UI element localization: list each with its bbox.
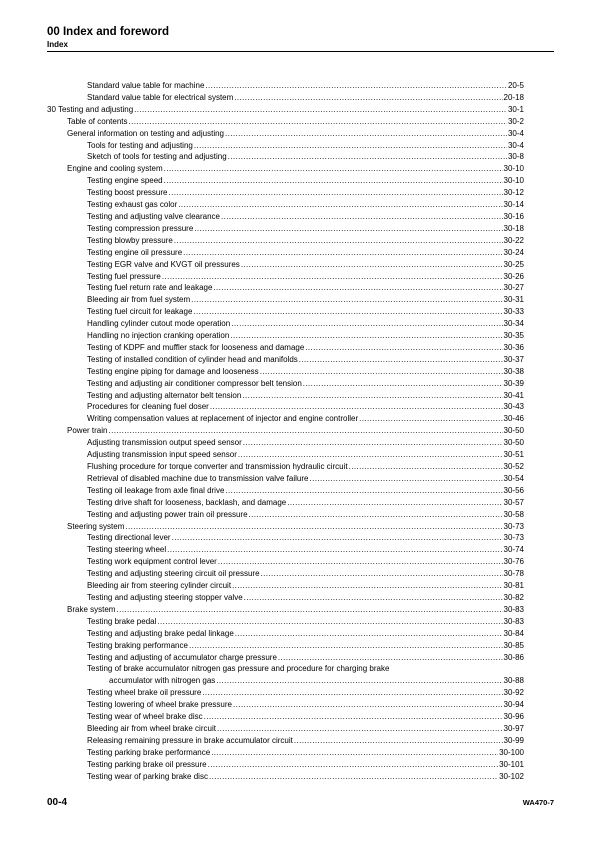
toc-entry-text: Testing lowering of wheel brake pressure: [87, 700, 232, 710]
toc-dot-leader: [238, 449, 503, 461]
toc-dot-leader: [172, 532, 503, 544]
toc-dot-leader: [202, 687, 502, 699]
toc-entry-page: 30-100: [499, 747, 524, 757]
footer-model: WA470-7: [522, 798, 554, 807]
toc-entry-text: Retrieval of disabled machine due to transmission valve failure: [87, 473, 309, 483]
toc-entry[interactable]: [47, 628, 524, 640]
toc-dot-leader: [232, 580, 502, 592]
header-divider: [47, 51, 554, 52]
toc-dot-leader: [134, 104, 507, 116]
toc-entry-text: Testing and adjusting steering stopper valve: [87, 592, 243, 602]
toc-entry-page: 30-74: [503, 545, 524, 555]
toc-entry-page: 30-101: [499, 759, 524, 769]
toc-entry-page: 30-43: [503, 402, 524, 412]
toc-entry-text: Testing of installed condition of cylinder head and manifolds: [87, 354, 298, 364]
toc-entry-text: Testing compression pressure: [87, 223, 194, 233]
toc-entry-text: Brake system: [67, 604, 116, 614]
toc-dot-leader: [169, 187, 503, 199]
toc-entry-text: Testing engine piping for damage and looseness: [87, 366, 259, 376]
toc-entry-text: Testing fuel circuit for leakage: [87, 307, 193, 317]
toc-dot-leader: [128, 116, 507, 128]
toc-entry[interactable]: [47, 306, 524, 318]
toc-entry-text: Testing work equipment control lever: [87, 557, 217, 567]
toc-dot-leader: [303, 378, 503, 390]
toc-dot-leader: [241, 259, 503, 271]
toc-entry-text: Testing wear of parking brake disc: [87, 771, 208, 781]
toc-entry-page: 30-46: [503, 414, 524, 424]
toc-dot-leader: [193, 306, 502, 318]
toc-entry-text: Standard value table for electrical system: [87, 92, 234, 102]
toc-entry-text-line2: accumulator with nitrogen gas: [109, 676, 216, 686]
toc-entry[interactable]: [47, 449, 524, 461]
toc-entry[interactable]: [47, 116, 524, 128]
toc-entry[interactable]: [47, 187, 524, 199]
toc-entry-page: 20-18: [503, 92, 524, 102]
toc-entry[interactable]: [47, 771, 524, 783]
toc-dot-leader: [209, 771, 498, 783]
toc-entry-page: 30-56: [503, 485, 524, 495]
toc-entry-text: Testing braking performance: [87, 640, 188, 650]
toc-entry-page: 30-4: [507, 128, 524, 138]
toc-entry[interactable]: [47, 140, 524, 152]
toc-entry-page: 20-5: [507, 81, 524, 90]
toc-entry-page: 30-57: [503, 497, 524, 507]
toc-entry[interactable]: [47, 271, 524, 283]
toc-entry[interactable]: [47, 330, 524, 342]
toc-entry[interactable]: [47, 544, 524, 556]
toc-entry[interactable]: [47, 616, 524, 628]
toc-dot-leader: [211, 747, 498, 759]
toc-entry-text: Testing and adjusting air conditioner compressor belt tension: [87, 378, 302, 388]
toc-entry[interactable]: [47, 485, 524, 497]
toc-dot-leader: [233, 699, 503, 711]
toc-entry-page: 30-92: [503, 688, 524, 698]
toc-entry-text: Flushing procedure for torque converter and transmission hydraulic circuit: [87, 462, 348, 471]
toc-entry-text: Testing and adjusting power train oil pressure: [87, 509, 248, 519]
toc-after-list: [47, 687, 524, 782]
toc-entry-text: Testing oil leakage from axle final drive: [87, 485, 225, 495]
toc-entry-page: 30-10: [503, 176, 524, 186]
toc-dot-leader: [349, 461, 503, 473]
toc-entry-text: Testing wheel brake oil pressure: [87, 688, 202, 698]
toc-entry[interactable]: [47, 735, 524, 747]
toc-entry-page: 30-26: [503, 271, 524, 281]
toc-dot-leader: [183, 247, 502, 259]
toc-dot-leader: [249, 509, 503, 521]
toc-dot-leader: [242, 390, 502, 402]
toc-entry-page: 30-88: [503, 676, 524, 686]
toc-dot-leader: [243, 437, 503, 449]
toc-entry-page: 30-35: [503, 331, 524, 341]
toc-entry[interactable]: [47, 461, 524, 473]
toc-entry-page: 30-16: [503, 211, 524, 221]
toc-entry-text: Sketch of tools for testing and adjusting: [87, 152, 227, 162]
toc-entry[interactable]: [47, 342, 524, 354]
toc-entry[interactable]: [47, 151, 524, 163]
toc-entry-text: Testing and adjusting brake pedal linkage: [87, 628, 234, 638]
toc-entry[interactable]: [47, 509, 524, 521]
toc-dot-leader: [260, 366, 503, 378]
toc-entry-text: Engine and cooling system: [67, 164, 163, 174]
toc-dot-leader: [305, 342, 502, 354]
toc-entry-page: 30-38: [503, 366, 524, 376]
toc-entry-page: 30-73: [503, 533, 524, 543]
toc-entry-page: 30-58: [503, 509, 524, 519]
toc-entry[interactable]: [47, 259, 524, 271]
toc-entry-text: Releasing remaining pressure in brake accumulator circuit: [87, 735, 293, 745]
toc-entry-page: 30-25: [503, 259, 524, 269]
toc-entry-text: Testing and adjusting steering circuit oil pressure: [87, 569, 260, 579]
table-of-contents: [47, 80, 524, 782]
toc-dot-leader: [164, 163, 503, 175]
toc-dot-leader: [225, 485, 502, 497]
toc-entry-text-line1: Testing of brake accumulator nitrogen gas pressure and procedure for charging brake: [87, 664, 390, 674]
toc-entry-page: 30-51: [503, 450, 524, 460]
toc-entry-page: 30-8: [507, 152, 524, 162]
toc-entry[interactable]: [47, 437, 524, 449]
toc-entry-line2: [87, 675, 524, 687]
toc-entry-text: Testing engine speed: [87, 176, 163, 186]
toc-entry-text: Testing drive shaft for looseness, backlash, and damage: [87, 497, 287, 507]
toc-entry-text: 30 Testing and adjusting: [47, 104, 134, 114]
toc-entry[interactable]: [47, 366, 524, 378]
toc-entry-text: Procedures for cleaning fuel doser: [87, 402, 209, 412]
toc-dot-leader: [174, 235, 503, 247]
toc-entry-page: 30-83: [503, 616, 524, 626]
toc-entry[interactable]: [47, 104, 524, 116]
toc-entry-page: 30-94: [503, 700, 524, 710]
toc-dot-leader: [194, 223, 502, 235]
toc-dot-leader: [191, 294, 502, 306]
toc-dot-leader: [309, 473, 502, 485]
toc-entry-text: Testing parking brake performance: [87, 747, 211, 757]
toc-entry-page: 30-33: [503, 307, 524, 317]
toc-dot-leader: [359, 413, 502, 425]
toc-entry[interactable]: [47, 699, 524, 711]
toc-dot-leader: [157, 616, 502, 628]
toc-entry-page: 30-22: [503, 235, 524, 245]
toc-entry-page: 30-18: [503, 223, 524, 233]
toc-entry[interactable]: [47, 497, 524, 509]
toc-dot-leader: [204, 711, 503, 723]
toc-entry-page: 30-36: [503, 342, 524, 352]
toc-dot-leader: [178, 199, 502, 211]
toc-entry-page: 30-73: [503, 521, 524, 531]
toc-dot-leader: [230, 330, 502, 342]
toc-entry-text: Testing and adjusting valve clearance: [87, 211, 220, 221]
toc-entry[interactable]: [47, 163, 524, 175]
toc-entry-page: 30-4: [507, 140, 524, 150]
toc-dot-leader: [162, 271, 503, 283]
toc-entry-text: Testing blowby pressure: [87, 235, 173, 245]
toc-entry-text: Standard value table for machine: [87, 81, 205, 90]
toc-dot-leader: [234, 92, 502, 104]
toc-dot-leader: [125, 521, 502, 533]
toc-entry[interactable]: [47, 80, 524, 92]
toc-entry-text: Adjusting transmission input speed sensor: [87, 450, 237, 460]
toc-entry-text: Bleeding air from fuel system: [87, 295, 191, 305]
toc-entry[interactable]: [47, 378, 524, 390]
toc-entry-text: Testing and adjusting alternator belt tension: [87, 390, 242, 400]
toc-dot-leader: [218, 556, 503, 568]
toc-entry-page: 30-76: [503, 557, 524, 567]
toc-dot-leader: [287, 497, 502, 509]
toc-entry-text: Testing wear of wheel brake disc: [87, 712, 203, 722]
toc-dot-leader: [194, 140, 507, 152]
toc-entry[interactable]: [47, 532, 524, 544]
toc-dot-leader: [189, 640, 503, 652]
toc-dot-leader: [167, 544, 502, 556]
toc-entry-text: Handling no injection cranking operation: [87, 331, 230, 341]
toc-entry[interactable]: [47, 92, 524, 104]
toc-entry-page: 30-12: [503, 188, 524, 198]
footer-page-number: 00-4: [47, 797, 68, 808]
toc-entry-text: Testing fuel pressure: [87, 271, 161, 281]
toc-dot-leader: [108, 425, 502, 437]
toc-dot-leader: [116, 604, 502, 616]
toc-entry-text: Handling cylinder cutout mode operation: [87, 319, 231, 329]
toc-entry-page: 30-78: [503, 569, 524, 579]
toc-entry[interactable]: [47, 413, 524, 425]
toc-entry-page: 30-1: [507, 104, 524, 114]
toc-entry[interactable]: [47, 354, 524, 366]
toc-entry-page: 30-83: [503, 604, 524, 614]
toc-dot-leader: [261, 568, 503, 580]
toc-entry-text: Testing of KDPF and muffler stack for looseness and damage: [87, 342, 305, 352]
toc-entry-page: 30-10: [503, 164, 524, 174]
toc-entry[interactable]: [47, 235, 524, 247]
toc-entry-text: Bleeding air from wheel brake circuit: [87, 723, 216, 733]
toc-entry[interactable]: [47, 211, 524, 223]
toc-entry-text: Tools for testing and adjusting: [87, 140, 193, 150]
page-title: 00 Index and foreword: [47, 26, 170, 38]
toc-entry[interactable]: [47, 318, 524, 330]
toc-entry-text: Testing boost pressure: [87, 188, 168, 198]
toc-entry-text: Bleeding air from steering cylinder circuit: [87, 581, 232, 591]
toc-entry[interactable]: [47, 175, 524, 187]
toc-entry-page: 30-54: [503, 473, 524, 483]
toc-main-list: [47, 80, 524, 663]
toc-entry-text: Testing brake pedal: [87, 616, 157, 626]
toc-dot-leader: [225, 128, 507, 140]
toc-entry-text: Testing steering wheel: [87, 545, 167, 555]
toc-entry[interactable]: [47, 652, 524, 664]
toc-entry-text: Table of contents: [67, 116, 128, 126]
toc-entry-text: Adjusting transmission output speed sensor: [87, 438, 242, 448]
toc-dot-leader: [244, 592, 503, 604]
toc-entry[interactable]: [47, 294, 524, 306]
toc-entry-page: 30-82: [503, 592, 524, 602]
toc-entry-page: 30-31: [503, 295, 524, 305]
toc-entry-text: Testing fuel return rate and leakage: [87, 283, 213, 293]
toc-entry[interactable]: [47, 473, 524, 485]
toc-dot-leader: [210, 401, 503, 413]
toc-entry[interactable]: [47, 747, 524, 759]
toc-entry[interactable]: [47, 282, 524, 294]
toc-entry-page: 30-85: [503, 640, 524, 650]
toc-entry-text: Testing directional lever: [87, 533, 171, 543]
toc-dot-leader: [213, 282, 502, 294]
toc-entry-text: Writing compensation values at replacement of injector and engine controller: [87, 414, 359, 424]
toc-entry-page: 30-27: [503, 283, 524, 293]
toc-entry-page: 30-41: [503, 390, 524, 400]
toc-dot-leader: [228, 151, 507, 163]
toc-entry-text: Testing and adjusting of accumulator charge pressure: [87, 652, 277, 662]
toc-entry[interactable]: [47, 247, 524, 259]
toc-entry-page: 30-50: [503, 438, 524, 448]
toc-dot-leader: [278, 652, 503, 664]
toc-entry[interactable]: [47, 556, 524, 568]
toc-entry-page: 30-34: [503, 319, 524, 329]
toc-entry-page: 30-37: [503, 354, 524, 364]
toc-dot-leader: [205, 80, 507, 92]
toc-entry-text: Testing exhaust gas color: [87, 200, 178, 210]
toc-entry-page: 30-52: [503, 462, 524, 471]
toc-entry-wrapped[interactable]: [47, 663, 524, 687]
toc-entry-text: General information on testing and adjusting: [67, 128, 224, 138]
toc-entry-text: Power train: [67, 426, 108, 436]
toc-entry[interactable]: [47, 640, 524, 652]
toc-entry-text: Steering system: [67, 521, 125, 531]
toc-entry-page: 30-81: [503, 581, 524, 591]
toc-entry[interactable]: [47, 687, 524, 699]
toc-entry-text: Testing EGR valve and KVGT oil pressures: [87, 259, 240, 269]
toc-entry[interactable]: [47, 390, 524, 402]
toc-dot-leader: [217, 723, 503, 735]
toc-entry[interactable]: [47, 711, 524, 723]
toc-entry-text: Testing parking brake oil pressure: [87, 759, 207, 769]
toc-dot-leader: [231, 318, 502, 330]
toc-entry-page: 30-24: [503, 247, 524, 257]
toc-entry-page: 30-50: [503, 426, 524, 436]
toc-entry[interactable]: [47, 425, 524, 437]
toc-entry[interactable]: [47, 592, 524, 604]
page-subtitle: Index: [47, 40, 68, 49]
toc-entry[interactable]: [47, 128, 524, 140]
toc-entry-page: 30-99: [503, 735, 524, 745]
toc-dot-leader: [164, 175, 503, 187]
toc-entry-text: Testing engine oil pressure: [87, 247, 183, 257]
toc-entry[interactable]: [47, 199, 524, 211]
toc-dot-leader: [294, 735, 503, 747]
toc-entry-page: 30-84: [503, 628, 524, 638]
toc-dot-leader: [221, 211, 503, 223]
toc-dot-leader: [235, 628, 503, 640]
toc-entry[interactable]: [47, 521, 524, 533]
toc-entry[interactable]: [47, 723, 524, 735]
toc-entry[interactable]: [47, 604, 524, 616]
toc-entry-page: 30-39: [503, 378, 524, 388]
toc-dot-leader: [216, 675, 502, 687]
toc-entry-page: 30-96: [503, 712, 524, 722]
toc-entry-page: 30-14: [503, 200, 524, 210]
toc-entry-page: 30-2: [507, 116, 524, 126]
toc-entry[interactable]: [47, 223, 524, 235]
toc-dot-leader: [299, 354, 503, 366]
toc-entry[interactable]: [47, 568, 524, 580]
toc-entry[interactable]: [47, 580, 524, 592]
toc-dot-leader: [208, 759, 498, 771]
toc-entry-page: 30-102: [499, 771, 524, 781]
toc-entry-page: 30-86: [503, 652, 524, 662]
toc-entry-page: 30-97: [503, 723, 524, 733]
toc-entry[interactable]: [47, 401, 524, 413]
toc-entry[interactable]: [47, 759, 524, 771]
